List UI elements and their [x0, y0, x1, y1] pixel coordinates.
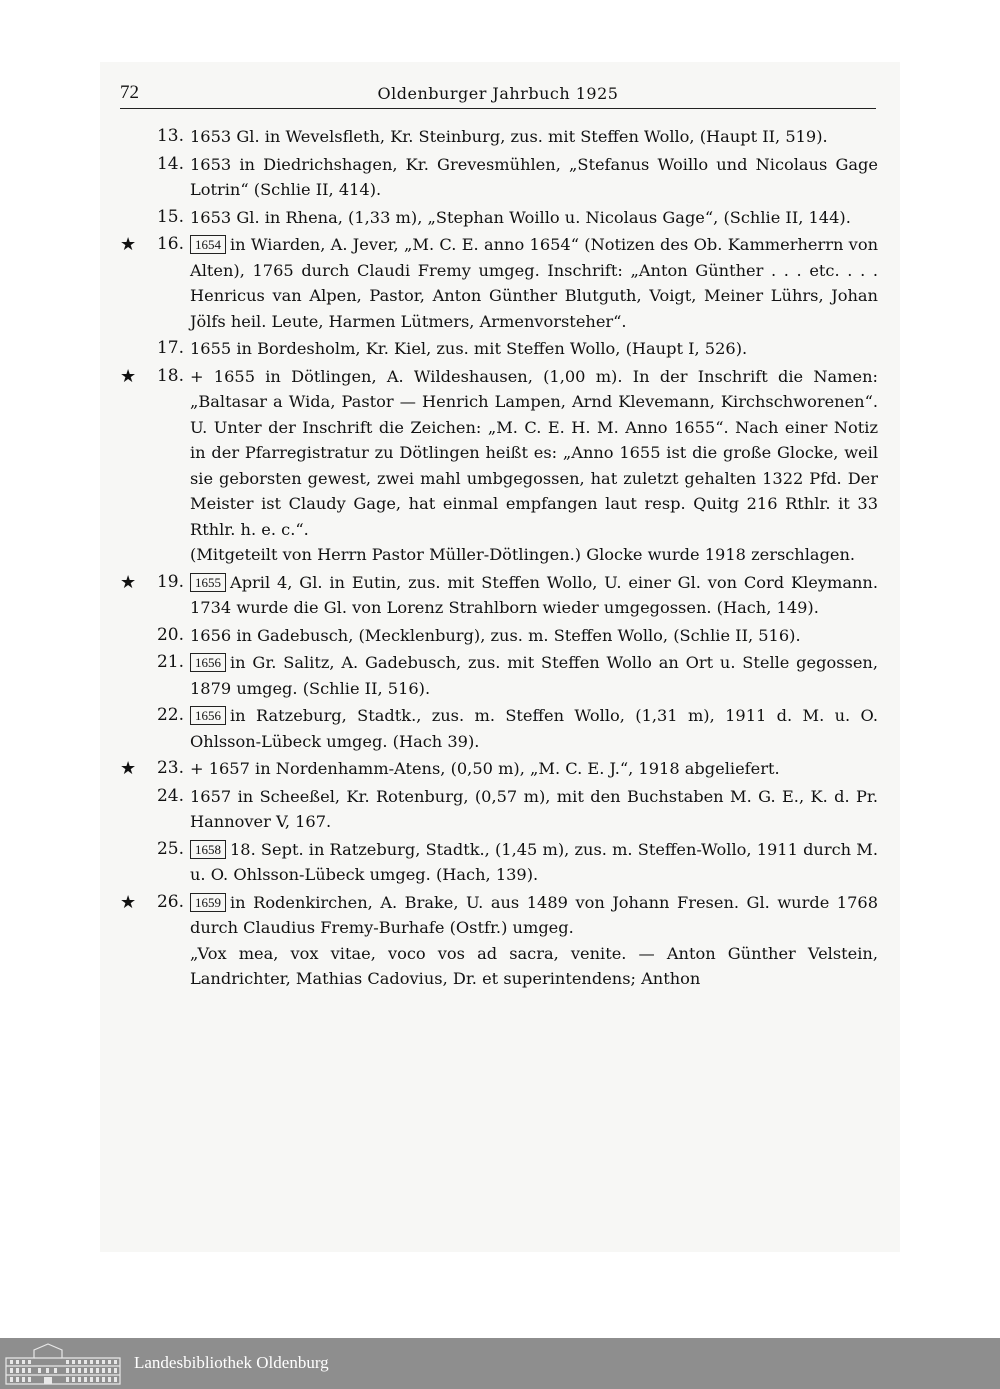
entry-item — [120, 232, 878, 334]
entry-item — [120, 623, 878, 649]
library-building-icon — [4, 1342, 122, 1386]
library-name: Landesbibliothek Oldenburg — [134, 1353, 329, 1372]
entry-number: 26. — [156, 891, 184, 912]
entry-number: 18. — [156, 365, 184, 386]
running-title: Oldenburger Jahrbuch 1925 — [377, 84, 619, 103]
boxed-year: 1656 — [190, 706, 226, 725]
entry-text: in Gr. Salitz, A. Gadebusch, zus. mit Steffen Wollo an Ort u. Stelle gegossen, 1879 umgeg. (Schlie II, 516). — [190, 653, 878, 698]
entry-text: 1655 in Bordesholm, Kr. Kiel, zus. mit Steffen Wollo, (Haupt I, 526). — [190, 339, 748, 358]
boxed-year: 1655 — [190, 573, 226, 592]
entry-text: 1657 in Scheeßel, Kr. Rotenburg, (0,57 m), mit den Buchstaben M. G. E., K. d. Pr. Hannover V, 167. — [190, 786, 878, 831]
entry-text-block — [190, 623, 878, 649]
entry-text: 1653 Gl. in Rhena, (1,33 m), „Stephan Woillo u. Nicolaus Gage“, (Schlie II, 144). — [190, 207, 851, 227]
entry-text-block — [190, 152, 878, 203]
entry-text: 18. Sept. in Ratzeburg, Stadtk., (1,45 m), zus. m. Steffen-Wollo, 1911 durch M. u. O. Ohlsson-Lübeck umgeg. (Hach, 139). — [190, 839, 878, 884]
entry-item — [120, 205, 878, 231]
entry-text-block — [190, 232, 878, 334]
entry-text-block — [190, 124, 878, 150]
entry-item — [120, 837, 878, 888]
entry-item — [120, 152, 878, 203]
library-footer-bar — [0, 1338, 1000, 1389]
entry-item — [120, 336, 878, 362]
entry-number: 13. — [156, 126, 184, 146]
entry-item — [120, 703, 878, 754]
page-number: 72 — [120, 82, 139, 103]
entry-text-block — [190, 570, 878, 621]
star-marker-icon: ★ — [120, 571, 137, 593]
star-marker-icon: ★ — [120, 891, 137, 913]
entry-number: 21. — [156, 652, 184, 672]
entry-item — [120, 364, 878, 568]
entry-text: 1653 Gl. in Wevelsfleth, Kr. Steinburg, zus. mit Steffen Wollo, (Haupt II, 519). — [190, 127, 828, 146]
boxed-year: 1656 — [190, 653, 226, 672]
entry-text-block — [190, 650, 878, 701]
entry-list — [120, 124, 878, 1244]
entry-number: 20. — [156, 624, 184, 645]
entry-number: 23. — [156, 758, 184, 778]
entry-number: 24. — [156, 785, 184, 806]
entry-text-block — [190, 784, 878, 835]
entry-text-block — [190, 364, 878, 568]
entry-text: + 1655 in Dötlingen, A. Wildeshausen, (1,00 m). In der Inschrift die Namen: „Baltasar a Wida, Pastor — Henrich Lampen, Arnd Klevemann, Kirchschworenen“. U. Unter der Inschrift die Zeichen: „M. C. E. H. M. Anno 1655“. Nach einer Notiz in der Pfarregistratur zu Dötlingen heißt es: „Anno 1655 ist die große Glocke, weil sie geborsten gewest, zwei mahl umbgegossen, hat zuletzt gehalten 1322 Pfd. Der Meister ist Claudy Gage, hat einmal empfangen laut resp. Quitg 216 Rthlr. it 33 Rthlr. h. e. c.“. — [190, 366, 878, 539]
entry-text: 1656 in Gadebusch, (Mecklenburg), zus. m. Steffen Wollo, (Schlie II, 516). — [190, 625, 801, 645]
boxed-year: 1654 — [190, 235, 226, 254]
entry-item — [120, 756, 878, 782]
entry-number: 25. — [156, 838, 184, 859]
entry-text-block — [190, 336, 878, 362]
entry-text: in Ratzeburg, Stadtk., zus. m. Steffen Wollo, (1,31 m), 1911 d. M. u. O. Ohlsson-Lübeck umgeg. (Hach 39). — [190, 706, 878, 751]
boxed-year: 1659 — [190, 893, 226, 912]
entry-note: (Mitgeteilt von Herrn Pastor Müller-Dötlingen.) Glocke wurde 1918 zerschlagen. — [190, 545, 856, 564]
entry-number: 15. — [156, 206, 184, 227]
entry-item — [120, 890, 878, 992]
entry-text-block — [190, 703, 878, 754]
entry-note: „Vox mea, vox vitae, voco vos ad sacra, venite. — Anton Günther Velstein, Landrichter, Mathias Cadovius, Dr. et superintendens; Anthon — [190, 943, 878, 988]
star-marker-icon: ★ — [120, 234, 137, 255]
entry-text-block — [190, 205, 878, 231]
entry-text-block — [190, 837, 878, 888]
entry-text: + 1657 in Nordenhamm-Atens, (0,50 m), „M. C. E. J.“, 1918 abgeliefert. — [190, 759, 780, 778]
star-marker-icon: ★ — [120, 758, 137, 779]
entry-item — [120, 570, 878, 621]
entry-text-block — [190, 890, 878, 992]
boxed-year: 1658 — [190, 840, 226, 859]
entry-item — [120, 784, 878, 835]
star-marker-icon: ★ — [120, 365, 137, 387]
entry-item — [120, 124, 878, 150]
entry-text-block — [190, 756, 878, 782]
entry-text: in Rodenkirchen, A. Brake, U. aus 1489 von Johann Fresen. Gl. wurde 1768 durch Claudius Fremy-Burhafe (Ostfr.) umgeg. — [190, 892, 878, 937]
entry-number: 14. — [156, 153, 184, 174]
entry-text: 1653 in Diedrichshagen, Kr. Grevesmühlen, „Stefanus Woillo und Nicolaus Gage Lotrin“ (Schlie II, 414). — [190, 154, 878, 199]
entry-item — [120, 650, 878, 701]
entry-number: 17. — [156, 338, 184, 358]
entry-text: in Wiarden, A. Jever, „M. C. E. anno 1654“ (Notizen des Ob. Kammerherrn von Alten), 1765 durch Claudi Fremy umgeg. Inschrift: „Anton Günther . . . etc. . . . Henricus van Alpen, Pastor, Anton Günther Blutguth, Voigt, Meiner Lührs, Johan Jölfs heil. Leute, Harmen Lütmers, Armenvorsteher“. — [190, 235, 878, 331]
page-header — [120, 80, 876, 109]
entry-text: April 4, Gl. in Eutin, zus. mit Steffen Wollo, U. einer Gl. von Cord Kleymann. 1734 wurde die Gl. von Lorenz Strahlborn wieder umgegossen. (Hach, 149). — [190, 572, 878, 617]
entry-number: 19. — [156, 571, 184, 592]
entry-number: 22. — [156, 705, 184, 725]
entry-number: 16. — [156, 234, 184, 254]
